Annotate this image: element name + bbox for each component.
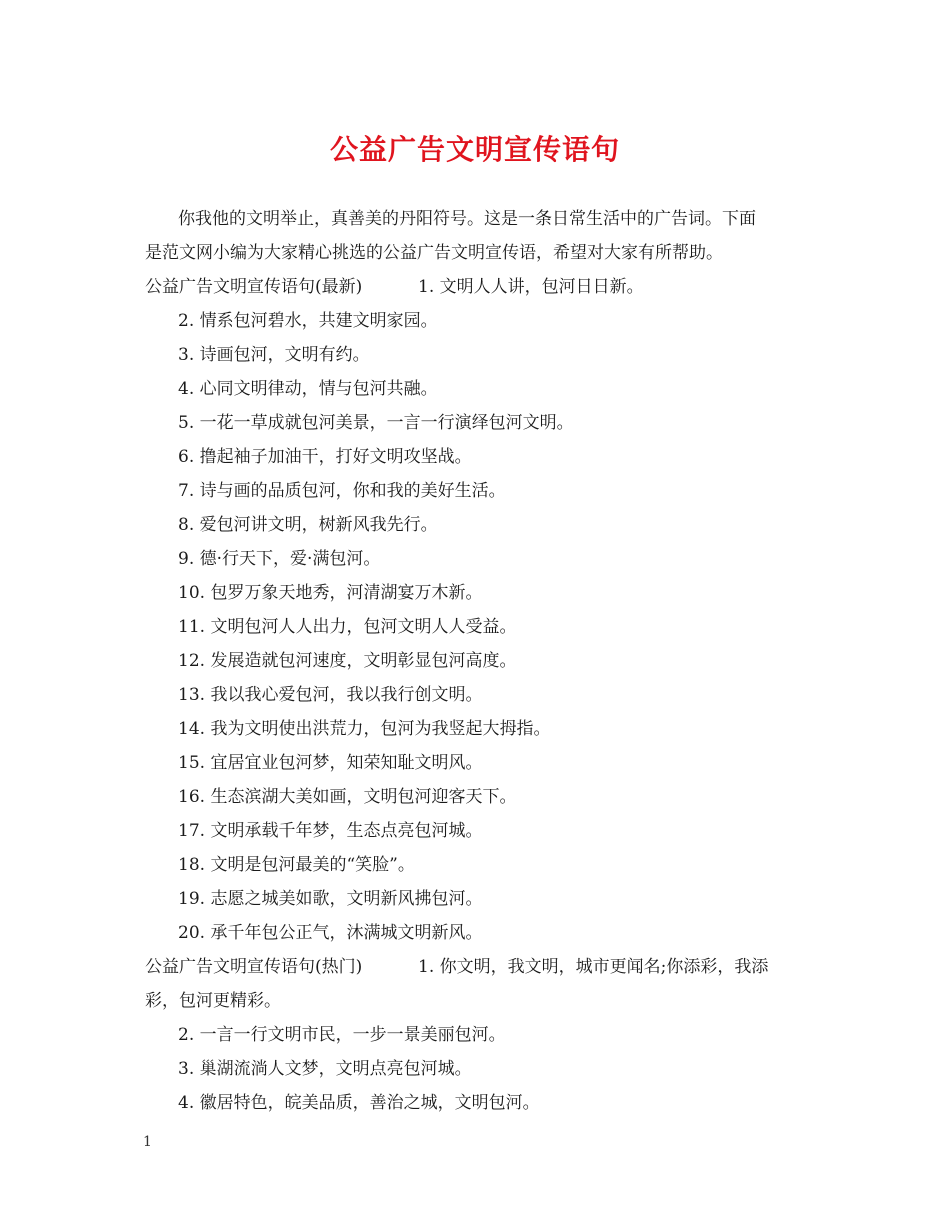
section-heading: 公益广告文明宣传语句(热门)	[145, 957, 363, 977]
document-body	[145, 202, 825, 1120]
list-item: 20. 承千年包公正气，沐满城文明新风。	[178, 923, 483, 943]
page-number: 1	[143, 1134, 152, 1150]
list-item: 13. 我以我心爱包河，我以我行创文明。	[178, 685, 483, 705]
section-heading-line	[145, 950, 825, 984]
list-item-continuation: 彩，包河更精彩。	[145, 991, 281, 1011]
list-item: 19. 志愿之城美如歌，文明新风拂包河。	[178, 889, 483, 909]
list-item: 17. 文明承载千年梦，生态点亮包河城。	[178, 821, 483, 841]
list-item: 8. 爱包河讲文明，树新风我先行。	[178, 515, 438, 535]
list-item: 6. 撸起袖子加油干，打好文明攻坚战。	[178, 447, 472, 467]
intro-line: 你我他的文明举止，真善美的丹阳符号。这是一条日常生活中的广告词。下面	[178, 209, 756, 229]
list-item: 11. 文明包河人人出力，包河文明人人受益。	[178, 617, 517, 637]
list-item: 10. 包罗万象天地秀，河清湖宴万木新。	[178, 583, 483, 603]
list-item: 1. 文明人人讲，包河日日新。	[418, 277, 644, 297]
list-item: 1. 你文明，我文明，城市更闻名;你添彩，我添	[418, 957, 769, 977]
list-item: 4. 心同文明律动，情与包河共融。	[178, 379, 438, 399]
list-item: 3. 巢湖流淌人文梦，文明点亮包河城。	[178, 1059, 472, 1079]
list-item: 15. 宜居宜业包河梦，知荣知耻文明风。	[178, 753, 483, 773]
list-item: 9. 德·行天下，爱·满包河。	[178, 549, 381, 569]
document-title: 公益广告文明宣传语句	[329, 133, 620, 166]
list-item: 5. 一花一草成就包河美景，一言一行演绎包河文明。	[178, 413, 574, 433]
list-item: 3. 诗画包河，文明有约。	[178, 345, 370, 365]
list-item: 2. 情系包河碧水，共建文明家园。	[178, 311, 438, 331]
list-item: 12. 发展造就包河速度，文明彰显包河高度。	[178, 651, 517, 671]
section-heading: 公益广告文明宣传语句(最新)	[145, 277, 363, 297]
list-item: 16. 生态滨湖大美如画，文明包河迎客天下。	[178, 787, 517, 807]
slogan-list	[145, 304, 825, 950]
list-item: 14. 我为文明使出洪荒力，包河为我竖起大拇指。	[178, 719, 551, 739]
section-heading-line	[145, 270, 825, 304]
list-item: 18. 文明是包河最美的“笑脸”。	[178, 855, 415, 875]
list-item: 7. 诗与画的品质包河，你和我的美好生活。	[178, 481, 506, 501]
slogan-list	[145, 1018, 825, 1120]
list-item: 4. 徽居特色，皖美品质，善治之城，文明包河。	[178, 1093, 540, 1113]
list-item: 2. 一言一行文明市民，一步一景美丽包河。	[178, 1025, 506, 1045]
intro-line: 是范文网小编为大家精心挑选的公益广告文明宣传语，希望对大家有所帮助。	[145, 243, 723, 263]
